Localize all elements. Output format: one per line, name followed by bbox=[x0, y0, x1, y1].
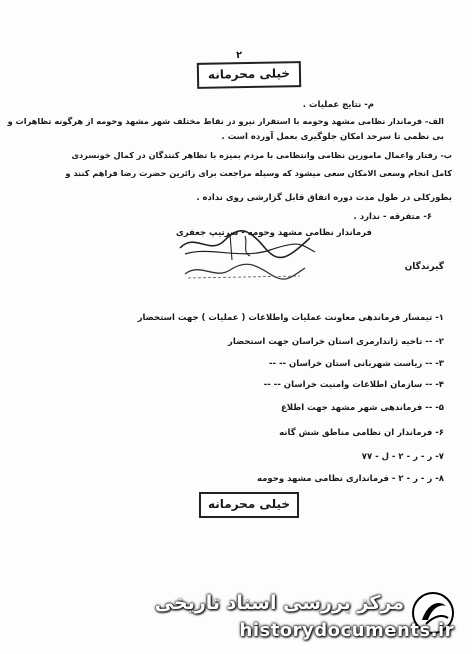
body-line-1: م- نتایج عملیات . bbox=[302, 100, 374, 110]
watermark-title: مرکز بررسی اسناد تاریخی bbox=[154, 592, 404, 614]
recipient-3: ۳- -- ریاست شهربانی استان خراسان -- -- bbox=[269, 359, 444, 369]
body-line-7: ۶- متفرقه - ندارد . bbox=[353, 212, 432, 222]
body-line-5: کامل انجام وسعی الامکان سعی میشود که وسیله مراجعت برای زائرین حضرت رضا فراهم کنند و bbox=[65, 168, 452, 178]
recipient-1: ۱- تیمسار فرماندهی معاونت عملیات واطلاعات ( عملیات ) جهت استحضار bbox=[137, 313, 444, 323]
recipient-8: ۸- ر - ر - ۲ - فرمانداری نظامی مشهد وحومه bbox=[256, 474, 444, 484]
page-number-mark: ۲ bbox=[236, 50, 243, 61]
recipient-2: ۲- -- تاحیه ژاندارمری استان خراسان جهت استحضار bbox=[227, 337, 444, 347]
classification-stamp-bottom: خیلی محرمانه bbox=[199, 492, 299, 518]
body-line-4: ب- رفتار واعمال مامورین نظامی وانتظامی با مردم بمیزه با تظاهر کنندگان در کمال خونسردی bbox=[71, 150, 452, 160]
recipients-heading: گیرندگان bbox=[404, 262, 444, 272]
recipient-6: ۶- فرماندار ان نظامی مناطق شش گانه bbox=[279, 428, 444, 438]
secondary-signature bbox=[180, 258, 310, 284]
watermark-url[interactable]: historydocuments.ir bbox=[239, 620, 454, 641]
body-line-3: بی نظمی تا سرحد امکان جلوگیری بعمل آورده است . bbox=[221, 132, 444, 142]
recipient-7: ۷- ر - ر - ۲ - ل - ۷۷ bbox=[361, 452, 444, 462]
signature-caption: فرماندار نظامی مشهد وحومه - سرتیپ جعفری bbox=[175, 228, 372, 238]
archive-watermark bbox=[154, 588, 466, 650]
recipient-4: ۴- -- سازمان اطلاعات وامنیت خراسان -- -- bbox=[263, 380, 444, 390]
recipient-5: ۵- -- فرماندهی شهر مشهد جهت اطلاع bbox=[280, 403, 444, 413]
classification-stamp-top: خیلی محرمانه bbox=[197, 61, 301, 89]
body-line-2: الف- فرماندار نظامی مشهد وحومه با استقرار نیرو در نقاط مختلف شهر مشهد وحومه از هرگونه تظاهرات و bbox=[7, 116, 444, 126]
body-line-6: بطورکلی در طول مدت دوره اتفاق قابل گزارشی روی نداده . bbox=[196, 193, 452, 203]
